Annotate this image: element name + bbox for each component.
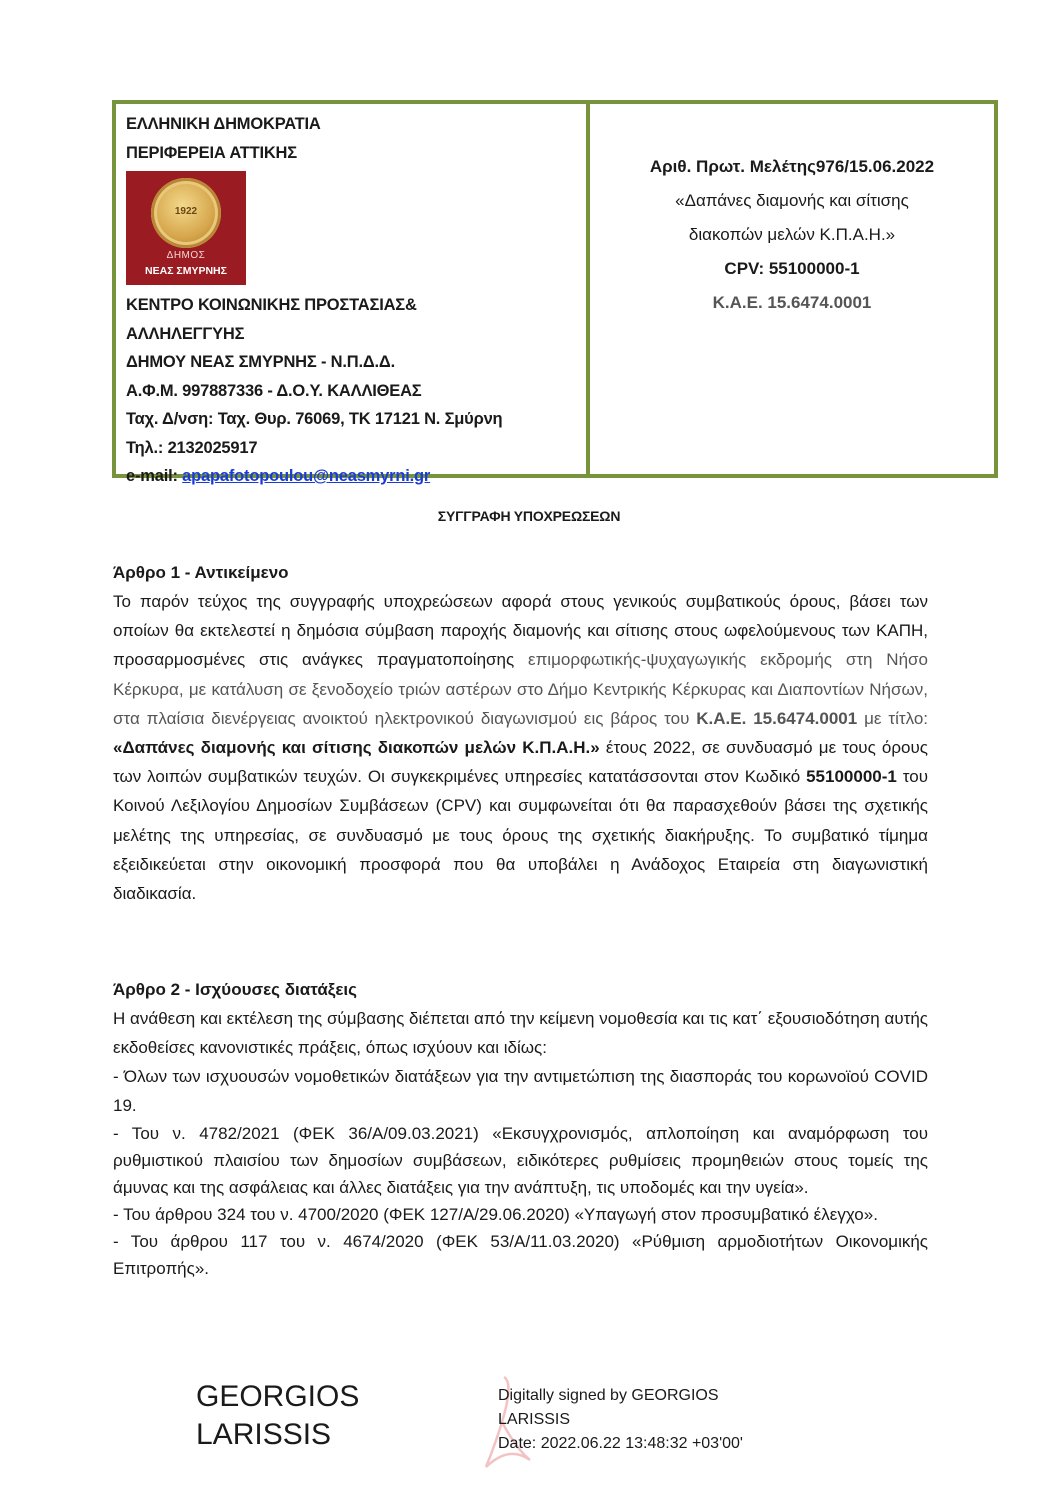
org-name-line2: ΑΛΛΗΛΕΓΓΥΗΣ bbox=[126, 324, 245, 343]
article-1 bbox=[113, 558, 928, 908]
republic-label: ΕΛΛΗΝΙΚΗ ΔΗΜΟΚΡΑΤΙΑ bbox=[126, 115, 321, 133]
study-title-line1: «Δαπάνες διαμονής και σίτισης bbox=[675, 191, 909, 210]
letterhead-box bbox=[112, 100, 998, 485]
cpv-code: CPV: 55100000-1 bbox=[724, 259, 860, 278]
provision-item: - Του ν. 4782/2021 (ΦΕΚ 36/Α/09.03.2021) «Εκσυγχρονισμός, απλοποίηση και αναμόρφωση του ρυθμιστικού πλαισίου των δημοσίων συμβάσεων, ειδικότερες ρυθμίσεις προμηθειών στους τομείς της άμυνας και της ασφάλειας και άλλες διατάξεις για την ανάπτυξη, τις υποδομές και την υγεία». bbox=[113, 1124, 928, 1197]
postal-address: Ταχ. Δ/νση: Ταχ. Θυρ. 76069, ΤΚ 17121 Ν. Σμύρνη bbox=[126, 410, 503, 428]
org-name-line1: ΚΕΝΤΡΟ ΚΟΙΝΩΝΙΚΗΣ ΠΡΟΣΤΑΣΙΑΣ& bbox=[126, 296, 417, 314]
email-label: e-mail: bbox=[126, 467, 183, 485]
org-name-line3: ΔΗΜΟΥ ΝΕΑΣ ΣΜΥΡΝΗΣ - Ν.Π.Δ.Δ. bbox=[126, 353, 395, 371]
document-title: ΣΥΓΓΡΑΦΗ ΥΠΟΧΡΕΩΣΕΩΝ bbox=[437, 508, 621, 524]
study-info-block bbox=[590, 104, 994, 474]
issuer-block bbox=[116, 104, 590, 485]
kae-code: Κ.Α.Ε. 15.6474.0001 bbox=[712, 293, 872, 312]
coin-emblem-icon: 1922 bbox=[151, 178, 221, 248]
article-2-heading: Άρθρο 2 - Ισχύουσες διατάξεις bbox=[113, 980, 357, 999]
phone-number: Τηλ.: 2132025917 bbox=[126, 438, 258, 457]
article-2-intro: Η ανάθεση και εκτέλεση της σύμβασης διέπεται από την κείμενη νομοθεσία και τις κατ΄ εξουσιοδότηση αυτής εκδοθείσες κανονιστικές πράξεις, όπως ισχύουν και ιδίως: bbox=[113, 1009, 928, 1057]
article-1-paragraph: Το παρόν τεύχος της συγγραφής υποχρεώσεων αφορά στους γενικούς συμβατικούς όρους, βάσει των οποίων θα εκτελεστεί η δημόσια σύμβαση παροχής διαμονής και σίτισης στους ωφελούμενους των ΚΑΠΗ, προσαρμοσμένες στις ανάγκες πραγματοποίησης επιμορφωτικής-ψυχαγωγικής εκδρομής στη Νήσο Κέρκυρα, με κατάλυση σε ξενοδοχείο τριών αστέρων στο Δήμο Κεντρικής Κέρκυρας και Διαποντίων Νήσων, στα πλαίσια διενέργειας ανοικτού ηλεκτρονικού διαγωνισμού εις βάρος του Κ.Α.Ε. 15.6474.0001 με τίτλο: «Δαπάνες διαμονής και σίτισης διακοπών μελών Κ.Π.Α.Η.» έτους 2022, σε συνδυασμό με τους όρους των λοιπών συμβατικών τευχών. Οι συγκεκριμένες υπηρεσίες κατατάσσονται στον Κωδικό 55100000-1 του Κοινού Λεξιλογίου Δημοσίων Συμβάσεων (CPV) και συμφωνείται ότι θα παρασχεθούν βάσει της σχετικής μελέτης της υπηρεσίας, σε συνδυασμό με τους όρους της σχετικής διακήρυξης. Το συμβατικό τίμημα εξειδικεύεται στην οικονομική προσφορά που θα υποβάλει η Ανάδοχος Εταιρεία στη διαγωνιστική διαδικασία. bbox=[113, 592, 929, 904]
email-row bbox=[126, 462, 586, 491]
municipality-logo bbox=[126, 171, 246, 285]
signer-name: GEORGIOS LARISSIS bbox=[196, 1380, 360, 1451]
logo-text-line1: ΔΗΜΟΣ bbox=[166, 250, 206, 261]
provision-item: - Όλων των ισχυουσών νομοθετικών διατάξεων για την αντιμετώπιση της διασποράς του κορωνοϊού COVID 19. bbox=[113, 1067, 928, 1115]
article-1-heading: Άρθρο 1 - Αντικείμενο bbox=[113, 563, 289, 582]
study-title-line2: διακοπών μελών Κ.Π.Α.Η.» bbox=[688, 225, 896, 244]
provision-item: - Του άρθρου 324 του ν. 4700/2020 (ΦΕΚ 127/Α/29.06.2020) «Υπαγωγή στον προσυμβατικό έλεγχο». bbox=[113, 1205, 878, 1224]
tax-id: Α.Φ.Μ. 997887336 - Δ.Ο.Υ. ΚΑΛΛΙΘΕΑΣ bbox=[126, 381, 422, 400]
article-2 bbox=[113, 975, 928, 1282]
logo-text-line2: ΝΕΑΣ ΣΜΥΡΝΗΣ bbox=[145, 265, 227, 277]
region-label: ΠΕΡΙΦΕΡΕΙΑ ΑΤΤΙΚΗΣ bbox=[126, 143, 297, 162]
provision-item: - Του άρθρου 117 του ν. 4674/2020 (ΦΕΚ 53/Α/11.03.2020) «Ρύθμιση αρμοδιοτήτων Οικονομικής Επιτροπής». bbox=[113, 1232, 928, 1278]
digital-signature-info: Digitally signed by GEORGIOS LARISSIS Date: 2022.06.22 13:48:32 +03'00' bbox=[498, 1387, 743, 1452]
protocol-number: Αριθ. Πρωτ. Μελέτης976/15.06.2022 bbox=[649, 157, 935, 176]
email-link[interactable]: apapafotopoulou@neasmyrni.gr bbox=[182, 467, 431, 485]
